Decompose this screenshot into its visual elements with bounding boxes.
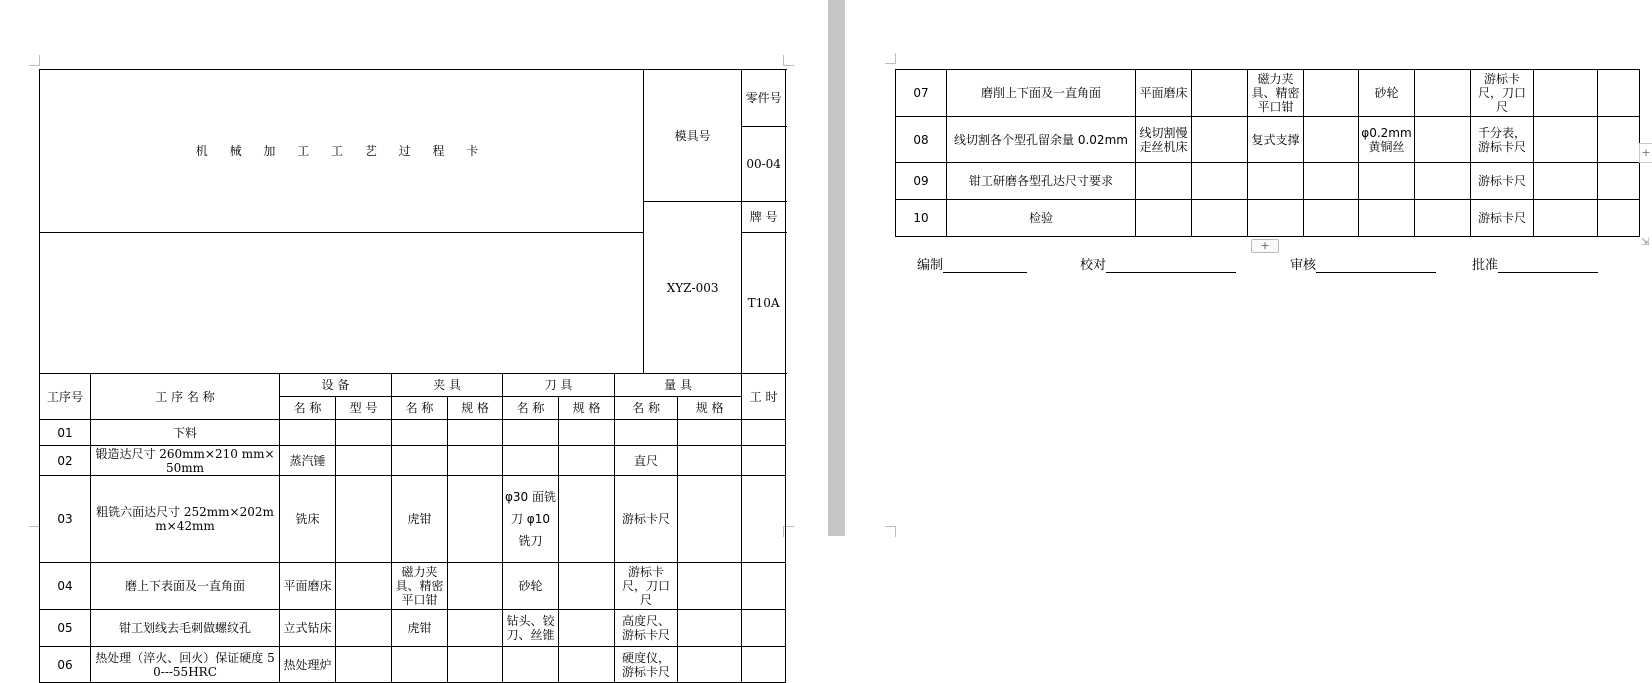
gauge-name[interactable]: 直尺	[615, 446, 678, 476]
card-title: 机 械 加 工 工 艺 过 程 卡	[40, 70, 644, 233]
header-eq-name: 名 称	[280, 397, 336, 420]
fix-name[interactable]: 虎钳	[392, 610, 448, 647]
op-no[interactable]: 04	[40, 563, 91, 610]
fix-spec[interactable]	[448, 563, 503, 610]
op-no[interactable]: 09	[896, 163, 947, 200]
margin-mark	[885, 53, 896, 64]
gauge-spec[interactable]	[678, 610, 742, 647]
fix-spec[interactable]	[1304, 117, 1359, 163]
tool-spec[interactable]	[1415, 200, 1471, 237]
op-name[interactable]: 磨削上下面及一直角面	[947, 70, 1136, 117]
tool-name[interactable]	[503, 647, 559, 683]
signoff-approved	[1472, 254, 1598, 273]
fix-spec[interactable]	[1304, 70, 1359, 117]
tool-name[interactable]	[503, 446, 559, 476]
signoff-reviewed	[1290, 254, 1436, 273]
add-row-button[interactable]: +	[1251, 239, 1279, 253]
op-hours[interactable]	[1598, 200, 1640, 237]
gauge-spec[interactable]	[1534, 163, 1598, 200]
op-no[interactable]: 06	[40, 647, 91, 683]
margin-mark	[885, 526, 896, 537]
gauge-spec[interactable]	[1534, 70, 1598, 117]
eq-model[interactable]	[336, 420, 392, 446]
gauge-name[interactable]: 千分表，游标卡尺	[1471, 117, 1534, 163]
tool-spec[interactable]	[559, 446, 615, 476]
fix-name[interactable]: 磁力夹具、精密平口钳	[392, 563, 448, 610]
fix-name[interactable]	[392, 647, 448, 683]
op-hours[interactable]	[742, 647, 786, 683]
eq-name[interactable]: 平面磨床	[1136, 70, 1192, 117]
fix-spec[interactable]	[448, 610, 503, 647]
signoff-prepared-label: 编制	[917, 258, 944, 273]
tool-spec[interactable]	[1415, 163, 1471, 200]
gauge-name[interactable]: 游标卡尺	[1471, 163, 1534, 200]
header-op-name: 工 序 名 称	[91, 374, 280, 420]
title-spacer	[40, 233, 644, 374]
fix-name[interactable]	[392, 446, 448, 476]
table-row	[896, 163, 1640, 200]
add-column-button[interactable]: +	[1639, 143, 1652, 163]
eq-name[interactable]: 线切割慢走丝机床	[1136, 117, 1192, 163]
header-fix-spec: 规 格	[448, 397, 503, 420]
gauge-name[interactable]: 游标卡尺，刀口尺	[615, 563, 678, 610]
fix-name[interactable]: 磁力夹具、精密平口钳	[1248, 70, 1304, 117]
tool-name[interactable]: 钻头、铰刀、丝锥	[503, 610, 559, 647]
gauge-spec[interactable]	[678, 446, 742, 476]
op-no[interactable]: 08	[896, 117, 947, 163]
margin-mark	[783, 55, 794, 66]
mould-no-label: 模具号	[644, 70, 742, 202]
gauge-spec[interactable]	[678, 420, 742, 446]
eq-model[interactable]	[1192, 117, 1248, 163]
eq-model[interactable]	[336, 610, 392, 647]
gauge-name[interactable]: 游标卡尺	[1471, 200, 1534, 237]
gauge-spec[interactable]	[1534, 200, 1598, 237]
eq-model[interactable]	[336, 476, 392, 563]
tool-name[interactable]: 砂轮	[1359, 70, 1415, 117]
header-gauge: 量 具	[615, 374, 742, 397]
header-tool: 刀 具	[503, 374, 615, 397]
material-value[interactable]: T10A	[742, 233, 786, 374]
eq-model[interactable]	[1192, 70, 1248, 117]
fix-spec[interactable]	[448, 647, 503, 683]
tool-spec[interactable]	[559, 563, 615, 610]
fix-name[interactable]: 复式支撑	[1248, 117, 1304, 163]
margin-mark	[29, 55, 40, 66]
tool-spec[interactable]	[1415, 70, 1471, 117]
signoff-checked-line[interactable]	[1106, 258, 1236, 273]
table-row	[896, 200, 1640, 237]
eq-model[interactable]	[336, 563, 392, 610]
fix-name[interactable]	[392, 420, 448, 446]
page-gutter	[828, 0, 845, 536]
table-row	[40, 610, 786, 647]
signoff-prepared	[917, 254, 1027, 273]
header-fix-name: 名 称	[392, 397, 448, 420]
table-row	[40, 420, 786, 446]
tool-name[interactable]	[1359, 200, 1415, 237]
op-hours[interactable]	[742, 610, 786, 647]
tool-spec[interactable]	[1415, 117, 1471, 163]
signoff-checked	[1080, 254, 1236, 273]
table-row	[40, 446, 786, 476]
gauge-name[interactable]	[615, 420, 678, 446]
eq-name[interactable]: 热处理炉	[280, 647, 336, 683]
op-name[interactable]: 检验	[947, 200, 1136, 237]
tool-name[interactable]	[503, 420, 559, 446]
tool-name[interactable]	[1359, 163, 1415, 200]
signoff-prepared-line[interactable]	[943, 258, 1027, 273]
table-resize-handle[interactable]: ⇲	[1641, 237, 1650, 248]
eq-model[interactable]	[1192, 163, 1248, 200]
eq-name[interactable]: 立式钻床	[280, 610, 336, 647]
tool-spec[interactable]	[559, 610, 615, 647]
signoff-approved-label: 批准	[1472, 258, 1499, 273]
op-no[interactable]: 02	[40, 446, 91, 476]
op-name[interactable]: 下料	[91, 420, 280, 446]
op-no[interactable]: 10	[896, 200, 947, 237]
gauge-spec[interactable]	[1534, 117, 1598, 163]
table-row	[40, 563, 786, 610]
eq-name[interactable]: 铣床	[280, 476, 336, 563]
op-hours[interactable]	[742, 446, 786, 476]
header-equipment: 设 备	[280, 374, 392, 397]
fix-name[interactable]: 虎钳	[392, 476, 448, 563]
header-eq-model: 型 号	[336, 397, 392, 420]
part-no-value[interactable]: 00-04	[742, 127, 786, 202]
op-no[interactable]: 07	[896, 70, 947, 117]
mould-no-value[interactable]: XYZ-003	[644, 202, 742, 374]
signoff-checked-label: 校对	[1080, 258, 1107, 273]
table-row	[896, 117, 1640, 163]
tool-name[interactable]: φ0.2mm 黄铜丝	[1359, 117, 1415, 163]
eq-model[interactable]	[1192, 200, 1248, 237]
gauge-spec[interactable]	[678, 476, 742, 563]
gauge-name[interactable]: 硬度仪，游标卡尺	[615, 647, 678, 683]
fix-spec[interactable]	[1304, 200, 1359, 237]
op-name[interactable]: 钳工研磨各型孔达尺寸要求	[947, 163, 1136, 200]
signoff-reviewed-line[interactable]	[1316, 258, 1436, 273]
op-hours[interactable]	[1598, 70, 1640, 117]
op-hours[interactable]	[742, 420, 786, 446]
header-gauge-name: 名 称	[615, 397, 678, 420]
tool-spec[interactable]	[559, 476, 615, 563]
op-name[interactable]: 热处理（淬火、回火）保证硬度 50---55HRC	[91, 647, 280, 683]
header-tool-name: 名 称	[503, 397, 559, 420]
header-tool-spec: 规 格	[559, 397, 615, 420]
material-label: 牌 号	[742, 202, 786, 233]
eq-name[interactable]	[280, 420, 336, 446]
eq-name[interactable]	[1136, 200, 1192, 237]
gauge-name[interactable]: 高度尺、游标卡尺	[615, 610, 678, 647]
op-name[interactable]: 钳工划线去毛刺做螺纹孔	[91, 610, 280, 647]
op-hours[interactable]	[1598, 117, 1640, 163]
table-row	[40, 476, 786, 563]
gauge-spec[interactable]	[678, 563, 742, 610]
header-gauge-spec: 规 格	[678, 397, 742, 420]
fix-spec[interactable]	[1304, 163, 1359, 200]
signoff-approved-line[interactable]	[1498, 258, 1598, 273]
op-name[interactable]: 线切割各个型孔留余量 0.02mm	[947, 117, 1136, 163]
op-hours[interactable]	[742, 476, 786, 563]
eq-name[interactable]	[1136, 163, 1192, 200]
op-no[interactable]: 01	[40, 420, 91, 446]
gauge-name[interactable]: 游标卡尺	[615, 476, 678, 563]
eq-model[interactable]	[336, 647, 392, 683]
op-no[interactable]: 05	[40, 610, 91, 647]
fix-name[interactable]	[1248, 163, 1304, 200]
fix-spec[interactable]	[448, 446, 503, 476]
signoff-reviewed-label: 审核	[1290, 258, 1317, 273]
op-name[interactable]: 锻造达尺寸 260mm×210 mm×50mm	[91, 446, 280, 476]
fix-spec[interactable]	[448, 420, 503, 446]
gauge-spec[interactable]	[678, 647, 742, 683]
process-card-table-continued	[895, 69, 1640, 237]
table-row	[896, 70, 1640, 117]
fix-spec[interactable]	[448, 476, 503, 563]
op-name[interactable]: 粗铣六面达尺寸 252mm×202mm×42mm	[91, 476, 280, 563]
header-op-no: 工序号	[40, 374, 91, 420]
op-hours[interactable]	[1598, 163, 1640, 200]
tool-spec[interactable]	[559, 420, 615, 446]
tool-spec[interactable]	[559, 647, 615, 683]
part-no-label: 零件号	[742, 70, 786, 127]
fix-name[interactable]	[1248, 200, 1304, 237]
table-row	[40, 647, 786, 683]
eq-model[interactable]	[336, 446, 392, 476]
eq-name[interactable]: 蒸汽锤	[280, 446, 336, 476]
op-hours[interactable]	[742, 563, 786, 610]
tool-name[interactable]: φ30 面铣刀 φ10 铣刀	[503, 476, 559, 563]
tool-name[interactable]: 砂轮	[503, 563, 559, 610]
op-no[interactable]: 03	[40, 476, 91, 563]
header-fixture: 夹 具	[392, 374, 503, 397]
op-name[interactable]: 磨上下表面及一直角面	[91, 563, 280, 610]
gauge-name[interactable]: 游标卡尺，刀口尺	[1471, 70, 1534, 117]
process-card-table	[39, 69, 786, 683]
eq-name[interactable]: 平面磨床	[280, 563, 336, 610]
header-hours: 工 时	[742, 374, 786, 420]
